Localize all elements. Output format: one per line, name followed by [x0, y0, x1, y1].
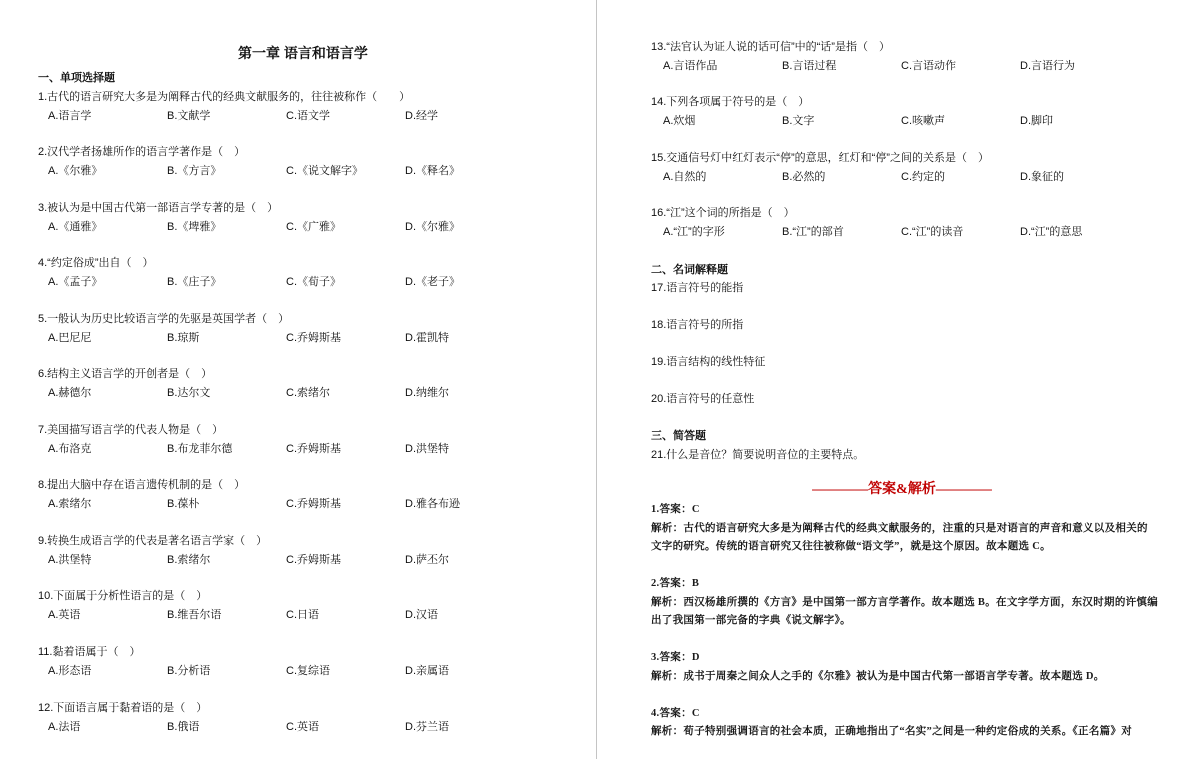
option-c: C.言语动作	[901, 59, 956, 72]
page-divider	[596, 0, 597, 759]
option-a: A.炊烟	[663, 115, 696, 128]
option-b: B.言语过程	[782, 59, 837, 72]
option-a: A.“江”的字形	[663, 226, 725, 239]
option-a: A.《尔雅》	[48, 165, 103, 178]
option-a: A.英语	[48, 609, 81, 622]
term-question: 20.语言符号的任意性	[651, 393, 755, 406]
answer-explanation-line: 解析：成书于周秦之间众人之手的《尔雅》被认为是中国古代第一部语言学专著。故本题选 D。	[651, 670, 1105, 682]
option-a: A.布洛克	[48, 442, 92, 455]
question-stem: 14.下列各项属于符号的是（ ）	[651, 96, 810, 109]
answer-2	[651, 575, 1159, 631]
answer-explanation-line: 解析：荀子特别强调语言的社会本质，正确地指出了“名实”之间是一种约定俗成的关系。《正名篇》对	[651, 726, 1133, 738]
question-stem: 6.结构主义语言学的开创者是（ ）	[38, 368, 213, 381]
option-b: B.必然的	[782, 170, 826, 183]
question-stem: 13.“法官认为证人说的话可信”中的“话”是指（ ）	[651, 40, 890, 53]
option-d: D.纳维尔	[405, 387, 449, 400]
answer-explanation-line: 解析：西汉杨雄所撰的《方言》是中国第一部方言学著作。故本题选 B。在文字学方面，东汉时期的许慎编	[651, 596, 1159, 608]
option-b: B.《埤雅》	[167, 220, 222, 233]
option-d: D.《老子》	[405, 276, 460, 289]
option-c: C.英语	[286, 720, 319, 733]
question-stem: 8.提出大脑中存在语言遗传机制的是（ ）	[38, 479, 246, 492]
option-c: C.《广雅》	[286, 220, 341, 233]
question-stem: 7.美国描写语言学的代表人物是（ ）	[38, 423, 224, 436]
answer-key: 4.答案：C	[651, 707, 700, 719]
question-stem: 4.“约定俗成”出自（ ）	[38, 257, 154, 270]
option-b: B.布龙菲尔德	[167, 442, 233, 455]
option-d: D.言语行为	[1020, 59, 1075, 72]
option-a: A.言语作品	[663, 59, 718, 72]
option-c: C.《荀子》	[286, 276, 341, 289]
option-d: D.萨丕尔	[405, 553, 449, 566]
option-a: A.索绪尔	[48, 498, 92, 511]
question-options	[38, 718, 524, 737]
answer-4	[651, 705, 1153, 742]
document-title: 第一章 语言和语言学	[238, 45, 368, 61]
option-c: C.乔姆斯基	[286, 498, 341, 511]
question-stem: 15.交通信号灯中红灯表示“停”的意思，红灯和“停”之间的关系是（ ）	[651, 151, 989, 164]
question-3	[38, 199, 524, 255]
option-d: D.象征的	[1020, 170, 1064, 183]
option-b: B.琼斯	[167, 331, 200, 344]
option-c: C.“江”的读音	[901, 226, 964, 239]
question-stem: 9.转换生成语言学的代表是著名语言学家（ ）	[38, 534, 268, 547]
question-stem: 5.一般认为历史比较语言学的先驱是英国学者（ ）	[38, 312, 290, 325]
option-d: D.《尔雅》	[405, 220, 460, 233]
option-d: D.洪堡特	[405, 442, 449, 455]
question-4	[38, 254, 524, 310]
section-heading-single-choice: 一、单项选择题	[38, 72, 115, 84]
question-stem: 2.汉代学者扬雄所作的语言学著作是（ ）	[38, 146, 246, 159]
question-13	[651, 38, 1139, 94]
option-b: B.分析语	[167, 664, 211, 677]
question-stem: 16.“江”这个词的所指是（ ）	[651, 207, 795, 220]
question-options	[38, 218, 524, 237]
answer-key: 1.答案：C	[651, 504, 700, 516]
option-d: D.汉语	[405, 609, 438, 622]
question-5	[38, 310, 524, 366]
question-14	[651, 93, 1139, 149]
option-c: C.乔姆斯基	[286, 442, 341, 455]
option-c: C.《说文解字》	[286, 165, 363, 178]
right-lower-content	[651, 261, 1159, 742]
question-options	[38, 551, 524, 570]
option-c: C.语文学	[286, 109, 330, 122]
option-d: D.《释名》	[405, 165, 460, 178]
option-a: A.《孟子》	[48, 276, 103, 289]
answer-3	[651, 649, 1153, 686]
option-a: A.巴尼尼	[48, 331, 92, 344]
answer-key: 2.答案：B	[651, 578, 700, 590]
option-a: A.法语	[48, 720, 81, 733]
question-stem: 11.黏着语属于（ ）	[38, 645, 141, 658]
option-d: D.亲属语	[405, 664, 449, 677]
short-answer-question: 21.什么是音位？简要说明音位的主要特点。	[651, 448, 865, 461]
option-d: D.“江”的意思	[1020, 226, 1083, 239]
question-options	[651, 223, 1139, 242]
option-d: D.经学	[405, 109, 438, 122]
option-b: B.葆朴	[167, 498, 200, 511]
question-9	[38, 532, 524, 588]
option-a: A.形态语	[48, 664, 92, 677]
question-stem: 12.下面语言属于黏着语的是（ ）	[38, 701, 208, 714]
option-a: A.《通雅》	[48, 220, 103, 233]
question-options	[651, 57, 1139, 76]
answers-list	[651, 501, 1159, 742]
answer-explanation-line: 解析：古代的语言研究大多是为阐释古代的经典文献服务的，注重的只是对语言的声音和意义以及相关的	[651, 522, 1148, 534]
option-b: B.《方言》	[167, 165, 222, 178]
question-12	[38, 699, 524, 755]
question-2	[38, 143, 524, 199]
option-b: B.文献学	[167, 109, 211, 122]
section-heading-term-explanation: 二、名词解释题	[651, 263, 728, 276]
option-b: B.《庄子》	[167, 276, 222, 289]
option-b: B.俄语	[167, 720, 200, 733]
question-options	[38, 606, 524, 625]
question-16	[651, 204, 1139, 260]
option-c: C.乔姆斯基	[286, 553, 341, 566]
question-options	[38, 384, 524, 403]
option-a: A.自然的	[663, 170, 707, 183]
option-b: B.维吾尔语	[167, 609, 222, 622]
question-options	[38, 495, 524, 514]
question-options	[651, 112, 1139, 131]
question-stem: 1.古代的语言研究大多是为阐释古代的经典文献服务的，往往被称作（ ）	[38, 90, 411, 103]
question-options	[38, 440, 524, 459]
option-c: C.乔姆斯基	[286, 331, 341, 344]
option-c: C.约定的	[901, 170, 945, 183]
question-options	[38, 662, 524, 681]
term-question: 19.语言结构的线性特征	[651, 356, 766, 369]
question-10	[38, 587, 524, 643]
option-b: B.达尔文	[167, 387, 211, 400]
answer-explanation-line: 文字的研究。传统的语言研究又往往被称做“语文学”，就是这个原因。故本题选 C。	[651, 541, 1051, 553]
option-c: C.索绪尔	[286, 387, 330, 400]
question-15	[651, 149, 1139, 205]
option-c: C.咳嗽声	[901, 115, 945, 128]
answer-1	[651, 501, 1153, 557]
question-8	[38, 476, 524, 532]
option-b: B.索绪尔	[167, 553, 211, 566]
option-a: A.语言学	[48, 109, 92, 122]
question-11	[38, 643, 524, 699]
answer-explanation-line: 出了我国第一部完备的字典《说文解字》。	[651, 615, 851, 627]
option-c: C.复综语	[286, 664, 330, 677]
question-6	[38, 365, 524, 421]
question-list-right	[651, 38, 1139, 260]
question-options	[38, 329, 524, 348]
answer-key: 3.答案：D	[651, 652, 700, 664]
option-a: A.洪堡特	[48, 553, 92, 566]
section-heading-short-answer: 三、简答题	[651, 430, 706, 443]
option-b: B.“江”的部首	[782, 226, 844, 239]
question-stem: 10.下面属于分析性语言的是（ ）	[38, 590, 208, 603]
option-d: D.霍凯特	[405, 331, 449, 344]
question-1	[38, 88, 524, 144]
question-options	[38, 107, 524, 126]
question-options	[651, 168, 1139, 187]
option-d: D.雅各布逊	[405, 498, 460, 511]
option-a: A.赫德尔	[48, 387, 92, 400]
question-stem: 3.被认为是中国古代第一部语言学专著的是（ ）	[38, 201, 279, 214]
option-b: B.文字	[782, 115, 815, 128]
question-options	[38, 273, 524, 292]
option-d: D.芬兰语	[405, 720, 449, 733]
question-options	[38, 162, 524, 181]
term-question: 18.语言符号的所指	[651, 319, 744, 332]
question-7	[38, 421, 524, 477]
option-c: C.日语	[286, 609, 319, 622]
option-d: D.脚印	[1020, 115, 1053, 128]
term-question: 17.语言符号的能指	[651, 282, 744, 295]
question-list-left	[38, 88, 524, 755]
answers-heading: ————答案&解析————	[812, 482, 992, 498]
